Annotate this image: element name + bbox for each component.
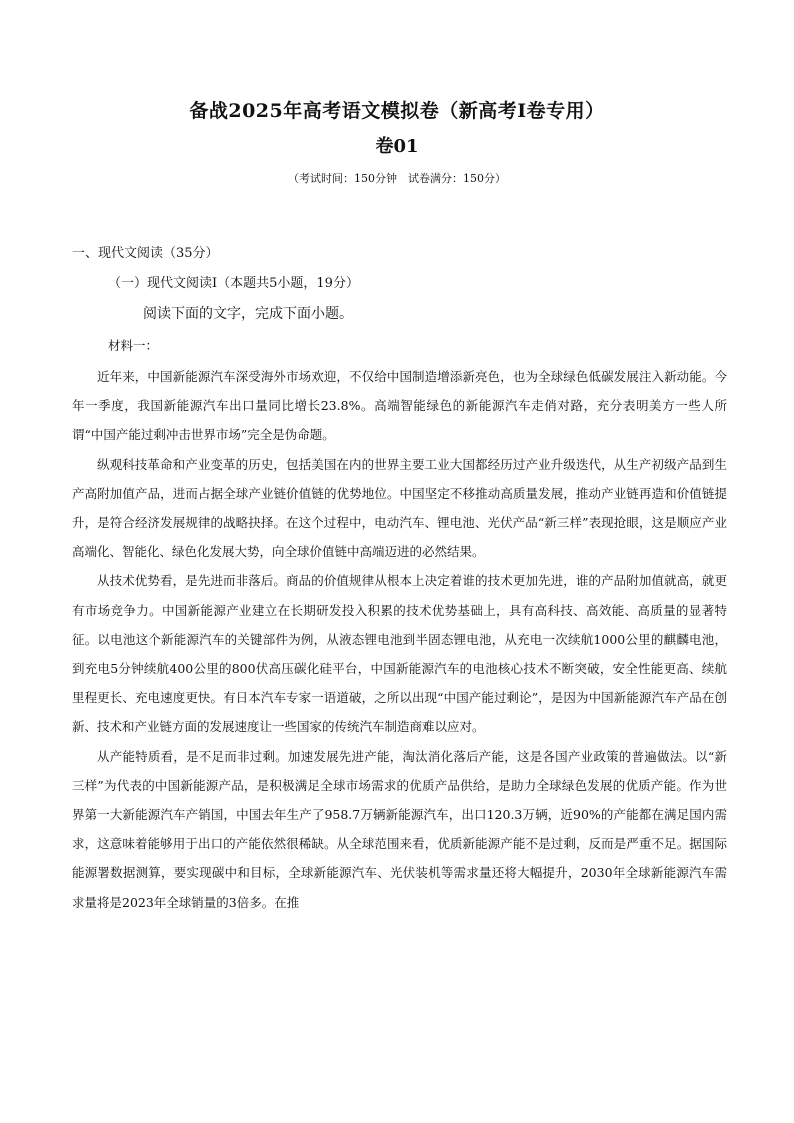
paragraph-4: 从产能特质看，是不足而非过剩。加速发展先进产能，淘汰消化落后产能，这是各国产业政策的普遍做法。以“新三样”为代表的中国新能源产品，是积极满足全球市场需求的优质产品供给，是助力全球绿色发展的优质产能。作为世界第一大新能源汽车产销国，中国去年生产了958.7万辆新能源汽车，出口120.3万辆，近90%的产能都在满足国内需求，这意味着能够用于出口的产能依然很稀缺。从全球范围来看，优质新能源产能不是过剩，反而是严重不足。据国际能源署数据测算，要实现碳中和目标，全球新能源汽车、光伏装机等需求量还将大幅提升，2030年全球新能源汽车需求量将是2023年全球销量的3倍多。在推 bbox=[72, 748, 727, 910]
exam-info: （考试时间：150分钟 试卷满分：150分） bbox=[288, 172, 506, 185]
paragraph-2: 纵观科技革命和产业变革的历史，包括美国在内的世界主要工业大国都经历过产业升级迭代，从生产初级产品到生产高附加值产品，进而占据全球产业链价值链的优势地位。中国坚定不移推动高质量发展，推动产业链再造和价值链提升，是符合经济发展规律的战略抉择。在这个过程中，电动汽车、锂电池、光伏产品“新三样”表现抢眼，这是顺应产业高端化、智能化、绿色化发展大势，向全球价值链中高端迈进的必然结果。 bbox=[72, 456, 727, 560]
material-label: 材料一： bbox=[108, 338, 159, 353]
paragraph-1: 近年来，中国新能源汽车深受海外市场欢迎，不仅给中国制造增添新亮色，也为全球绿色低碳发展注入新动能。今年一季度，我国新能源汽车出口量同比增长23.8%。高端智能绿色的新能源汽车走俏对路，充分表明美方一些人所谓“中国产能过剩冲击世界市场”完全是伪命题。 bbox=[72, 369, 727, 443]
passage-body bbox=[72, 362, 727, 917]
section-heading: 一、现代文阅读（35分） bbox=[72, 246, 219, 261]
paragraph-3: 从技术优势看，是先进而非落后。商品的价值规律从根本上决定着谁的技术更加先进，谁的产品附加值就高，就更有市场竞争力。中国新能源产业建立在长期研发投入积累的技术优势基础上，具有高科技、高效能、高质量的显著特征。以电池这个新能源汽车的关键部件为例，从液态锂电池到半固态锂电池，从充电一次续航1000公里的麒麟电池，到充电5分钟续航400公里的800伏高压碳化硅平台，中国新能源汽车的电池核心技术不断突破，安全性能更高、续航里程更长、充电速度更快。有日本汽车专家一语道破，之所以出现“中国产能过剩论”，是因为中国新能源汽车产品在创新、技术和产业链方面的发展速度让一些国家的传统汽车制造商难以应对。 bbox=[72, 573, 727, 735]
document-subtitle: 卷01 bbox=[375, 136, 419, 157]
reading-instruction: 阅读下面的文字，完成下面小题。 bbox=[143, 306, 353, 322]
document-title: 备战2025年高考语文模拟卷（新高考Ⅰ卷专用） bbox=[189, 100, 605, 122]
subsection-heading: （一）现代文阅读Ⅰ（本题共5小题，19分） bbox=[108, 276, 359, 291]
